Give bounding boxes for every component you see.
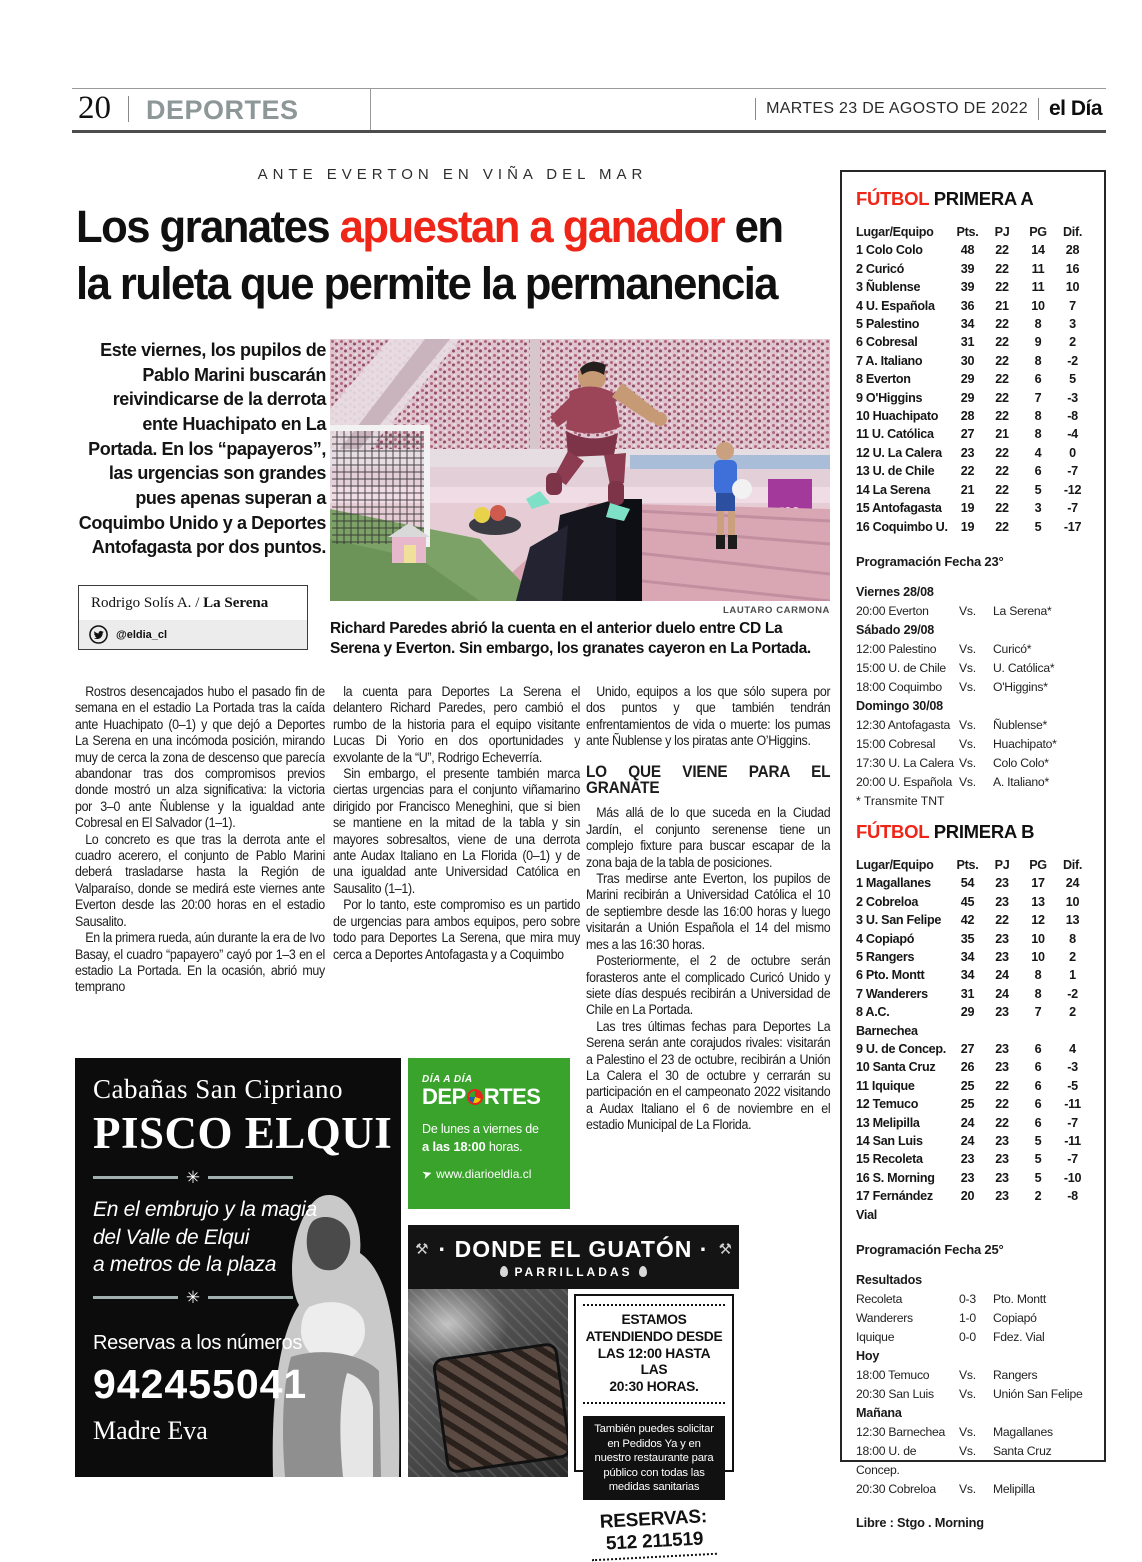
article-photo <box>330 339 830 601</box>
ad-pisco-reservas: Reservas a los números <box>93 1332 303 1355</box>
table-row: 11 Iquique 25 22 6 -5 <box>856 1078 1078 1093</box>
article-lead: Este viernes, los pupilos de Pablo Marini buscarán reivindicarse de la derrota ente Huachipato en La Portada. En los “papayeros”, las urgencias son grandes pues apenas superan a Coquimbo Unido y a Deportes Antofagasta por dos puntos. <box>78 340 326 558</box>
list-item: 12:30 Antofagasta Vs. Ñublense* <box>856 717 1047 732</box>
guaton-body <box>408 1289 739 1555</box>
ad-pisco-cabanas: Cabañas San Cipriano <box>93 1074 343 1104</box>
guaton-subtitle-row <box>500 1265 646 1279</box>
ad-tv-url: www.diarioeldia.cl <box>436 1167 532 1181</box>
primera-a-rows <box>856 241 1090 536</box>
list-item: 20:30 San Luis Vs. Unión San Felipe <box>856 1387 1083 1402</box>
header-top-rule <box>72 88 1106 89</box>
header-date-divider <box>755 98 756 120</box>
byline-social-bar <box>79 620 307 649</box>
table-row: 15 Recoleta 23 23 5 -7 <box>856 1152 1078 1167</box>
prog23-title: Programación Fecha 23° <box>856 553 1004 569</box>
prog23-list <box>856 583 1090 792</box>
table-row: 3 Ñublense 39 22 11 10 <box>856 280 1080 295</box>
newspaper-brand: el Día <box>1048 97 1102 120</box>
body-paragraph: Las tres últimas fechas para Deportes La Serena serán ante corajudos rivales: visitarán a Palestino el 23 de octubre, recibirán a Unión La Calera el 30 de octubre y cerrarán su participación en el campeonato 2022 visitando a Audax Italiano el 6 de noviembre en el estadio Municipal de La Florida. <box>586 1018 831 1133</box>
guaton-info-box <box>574 1294 734 1555</box>
primera-b-title <box>856 821 1090 843</box>
header-brand-divider <box>1038 98 1039 120</box>
table-row: 6 Pto. Montt 34 24 8 1 <box>856 968 1076 983</box>
ad-deportes-program <box>408 1058 570 1209</box>
table-row: 17 Fernández Vial 20 23 2 -8 <box>856 1189 1078 1222</box>
guaton-hours-line2: LAS 12:00 HASTA LAS <box>597 1345 711 1378</box>
table-row: 10 Santa Cruz 26 23 6 -3 <box>856 1060 1078 1075</box>
body-paragraph: Tras medirse ante Everton, los pupilos de Marini recibirán a Universidad Católica el 10 de septiembre desde las 16:00 horas y luego visitarán a Unión Española el 14 del mismo mes a las 16:30 horas. <box>586 871 831 952</box>
ad-pisco-body-line2: del Valle de Elqui <box>93 1225 250 1249</box>
table-row: 15 Antofagasta 19 22 3 -7 <box>856 501 1078 516</box>
headline-highlight: apuestan a ganador <box>339 201 725 252</box>
page-number: 20 <box>78 90 111 126</box>
column-header: Pts. <box>956 857 979 872</box>
list-item: 15:00 Cobresal Vs. Huachipato* <box>856 736 1057 751</box>
ad-tv-title-pre: DEP <box>422 1084 466 1109</box>
list-day-header: Viernes 28/08 <box>856 584 934 599</box>
body-column-1 <box>75 684 325 1056</box>
page-number-divider <box>128 96 129 122</box>
byline <box>79 586 307 620</box>
guaton-subtitle: PARRILLADAS <box>514 1264 633 1279</box>
skewer-icon: ⚒ <box>718 1241 732 1258</box>
primera-b-table <box>856 856 1090 1224</box>
primera-a-table <box>856 223 1090 536</box>
body-paragraph: Sin embargo, el presente también marca ciertas urgencias para el conjunto viñamarino dirigido por Francisco Meneghini, que si bien se mantiene en la mitad de la tabla y sin mayores sobresaltos, viene de una derrota ante Audax Italiano en La Florida (0–1) y de una igualdad ante Universidad Católica en Sausalito (1–1). <box>333 766 581 896</box>
table-row: 8 A.C. Barnechea 29 23 7 2 <box>856 1005 1076 1038</box>
deportes-logo-o-icon <box>467 1089 483 1105</box>
body-paragraph: Unido, equipos a los que sólo supera por dos puntos y que también tendrán enfrentamientos de vida o muerte: los pumas ante Ñublense y los piratas ante O’Higgins. <box>586 684 831 749</box>
ad-tv-title <box>422 1086 558 1108</box>
headline-part1: Los granates <box>76 201 340 252</box>
flame-icon <box>639 1266 647 1277</box>
table-row: 12 Temuco 25 22 6 -11 <box>856 1097 1081 1112</box>
ad-donde-el-guaton <box>408 1225 739 1555</box>
twitter-handle: @eldia_cl <box>116 628 168 641</box>
table-row: 1 Magallanes 54 23 17 24 <box>856 876 1080 891</box>
dot: · <box>438 1235 448 1262</box>
twitter-icon <box>89 625 108 644</box>
table-row: 6 Cobresal 31 22 9 2 <box>856 335 1076 350</box>
byline-location: La Serena <box>203 595 269 611</box>
list-day-header: Resultados <box>856 1273 922 1288</box>
list-item: Recoleta 0-3 Pto. Montt <box>856 1292 1047 1307</box>
primera-a-title <box>856 188 1090 210</box>
header-bottom-rule <box>72 130 1106 133</box>
star-icon: ✳ <box>185 1168 201 1187</box>
guaton-note: También puedes solicitar en Pedidos Ya y en nuestro restaurante para público con todas las medidas sanitarias <box>583 1416 725 1500</box>
column-header: Pts. <box>956 225 979 239</box>
article-kicker: ANTE EVERTON EN VIÑA DEL MAR <box>257 166 648 183</box>
header-right <box>755 97 1102 121</box>
header-vertical-divider <box>370 88 371 130</box>
table-row: 12 U. La Calera 23 22 4 0 <box>856 445 1076 460</box>
table-row: 11 U. Católica 27 21 8 -4 <box>856 427 1078 442</box>
ad-pisco-signature: Madre Eva <box>93 1416 208 1446</box>
stadium-photo-illustration <box>330 339 830 601</box>
ad-pisco-divider-top <box>93 1169 293 1186</box>
byline-box <box>78 585 308 650</box>
cursor-arrow-icon: ➤ <box>420 1165 434 1183</box>
table-row: 13 Melipilla 24 22 6 -7 <box>856 1115 1078 1130</box>
prog23-footnote: * Transmite TNT <box>856 793 945 808</box>
libre-note: Libre : Stgo . Morning <box>856 1515 984 1531</box>
body-paragraph: En la primera rueda, aún durante la era de Ivo Basay, el cuadro “papayero” cayó por 1–3 en el estadio La Portada. En la ocasión, abrió muy temprano <box>75 930 325 995</box>
guaton-title-text: DONDE EL GUATÓN <box>454 1235 693 1262</box>
futbol-label-b: FÚTBOL <box>856 820 929 842</box>
ad-tv-line2 <box>422 1139 558 1154</box>
table-row: 5 Rangers 34 23 10 2 <box>856 949 1076 964</box>
ad-tv-time: a las 18:00 <box>422 1139 486 1154</box>
column-header: PG <box>1029 857 1047 872</box>
ad-pisco-body <box>93 1196 401 1279</box>
ad-pisco-phone: 942455041 <box>93 1361 308 1408</box>
body-paragraph: Más allá de lo que suceda en la Ciudad Jardín, el conjunto serenense tiene un complejo fixture para buscar escapar de la zona baja de la tabla de posiciones. <box>586 805 831 870</box>
flame-icon <box>500 1266 508 1277</box>
list-item: 15:00 U. de Chile Vs. U. Católica* <box>856 660 1055 675</box>
primera-b-header-row <box>856 856 1090 874</box>
table-row: 16 S. Morning 23 23 5 -10 <box>856 1170 1082 1185</box>
table-row: 5 Palestino 34 22 8 3 <box>856 317 1076 332</box>
dotted-rule <box>583 1304 725 1306</box>
table-row: 16 Coquimbo U. 19 22 5 -17 <box>856 519 1082 534</box>
list-item: 20:00 Everton Vs. La Serena* <box>856 603 1052 618</box>
ad-tv-url-row <box>422 1167 558 1181</box>
table-row: 14 San Luis 24 23 5 -11 <box>856 1134 1081 1148</box>
skewer-icon: ⚒ <box>415 1241 429 1258</box>
ad-pisco-body-line1: En el embrujo y la magia <box>93 1198 317 1221</box>
prog25-list <box>856 1271 1090 1499</box>
article-headline <box>76 198 842 312</box>
list-item: 12:00 Palestino Vs. Curicó* <box>856 641 1032 656</box>
body-paragraph: Por lo tanto, este compromiso es un partido de urgencias para ambos equipos, pero sobre todo para Deportes La Serena, que mira muy cerca a Deportes Antofagasta y a Coquimbo <box>333 897 581 962</box>
table-row: 2 Curicó 39 22 11 16 <box>856 261 1080 276</box>
table-row: 2 Cobreloa 45 23 13 10 <box>856 894 1080 909</box>
guaton-reservas: RESERVAS: 512 211519 <box>599 1506 708 1555</box>
list-item: 18:00 Temuco Vs. Rangers <box>856 1368 1038 1383</box>
table-row: 4 U. Española 36 21 10 7 <box>856 298 1076 313</box>
col3-after <box>586 805 830 1133</box>
list-item: Wanderers 1-0 Copiapó <box>856 1311 1037 1326</box>
list-day-header: Mañana <box>856 1406 902 1421</box>
ad-tv-line2-rest: horas. <box>485 1140 523 1154</box>
ad-pisco-title: PISCO ELQUI <box>93 1108 393 1158</box>
edition-date: MARTES 23 DE AGOSTO DE 2022 <box>766 100 1028 117</box>
column-header: Lugar/Equipo <box>856 857 934 872</box>
table-row: 1 Colo Colo 48 22 14 28 <box>856 243 1080 258</box>
table-row: 9 O'Higgins 29 22 7 -3 <box>856 390 1078 405</box>
photo-credit: LAUTARO CARMONA <box>723 605 830 616</box>
list-item: 18:00 U. de Concep. Vs. Santa Cruz <box>856 1444 1052 1478</box>
body-paragraph: Rostros desencajados hubo el pasado fin de semana en el estadio La Portada tras la caída ante Huachipato (0–1) y que dejó a Deportes La Serena en una incómoda posición, mirando muy de cerca la zona de descenso que parecía abandonar tras dos compromisos previos donde mostró un alza significativa: la victoria por 3–0 ante Ñublense y la igualdad ante Cobresal en El Salvador (1–1). <box>75 684 325 831</box>
futbol-label-a: FÚTBOL <box>856 188 929 209</box>
column-header: Lugar/Equipo <box>856 225 934 239</box>
list-day-header: Hoy <box>856 1349 880 1364</box>
ad-tv-line1: De lunes a viernes de <box>422 1122 539 1136</box>
primera-a-label: PRIMERA A <box>928 188 1034 209</box>
column-header: PJ <box>994 225 1010 239</box>
column-header: Dif. <box>1062 225 1083 239</box>
guaton-hours-line3: 20:30 HORAS. <box>609 1379 699 1395</box>
byline-separator: / <box>191 595 204 611</box>
list-item: 20:30 Cobreloa Vs. Melipilla <box>856 1482 1035 1497</box>
article-subhead: LO QUE VIENE PARA EL GRANATE <box>586 762 831 798</box>
primera-b-label: PRIMERA B <box>928 820 1035 842</box>
table-row: 3 U. San Felipe 42 22 12 13 <box>856 913 1080 928</box>
col3-before <box>586 684 830 750</box>
column-header: PG <box>1029 225 1047 239</box>
headline-part2: en <box>724 201 783 252</box>
guaton-hours <box>583 1312 725 1396</box>
table-row: 7 Wanderers 31 24 8 -2 <box>856 986 1078 1001</box>
list-item: Iquique 0-0 Fdez. Vial <box>856 1330 1045 1345</box>
primera-a-header-row <box>856 223 1090 241</box>
table-row: 13 U. de Chile 22 22 6 -7 <box>856 464 1078 479</box>
list-item: 12:30 Barnechea Vs. Magallanes <box>856 1425 1053 1440</box>
table-row: 10 Huachipato 28 22 8 -8 <box>856 409 1078 424</box>
column-header: Dif. <box>1062 857 1083 872</box>
list-item: 20:00 U. Española Vs. A. Italiano* <box>856 774 1049 789</box>
primera-b-rows <box>856 874 1090 1224</box>
grill-photo <box>408 1289 568 1477</box>
body-paragraph: la cuenta para Deportes La Serena el delantero Richard Paredes, pero cambió el rumbo de la historia para el equipo visitante Lucas Di Yorio en dos oportunidades y exvolante de la “U”, Rodrigo Echeverría. <box>333 684 581 765</box>
photo-caption: Richard Paredes abrió la cuenta en el anterior duelo entre CD La Serena y Everton. Sin embargo, los granates cayeron en La Portada. <box>330 620 811 658</box>
byline-author: Rodrigo Solís A. <box>91 595 192 611</box>
dot: · <box>699 1235 709 1262</box>
table-row: 7 A. Italiano 30 22 8 -2 <box>856 353 1078 368</box>
table-row: 4 Copiapó 35 23 10 8 <box>856 931 1076 946</box>
list-item: 17:30 U. La Calera Vs. Colo Colo* <box>856 755 1049 770</box>
table-row: 9 U. de Concep. 27 23 6 4 <box>856 1041 1076 1056</box>
table-row: 14 La Serena 21 22 5 -12 <box>856 482 1082 497</box>
standings-sidebar <box>840 170 1106 1531</box>
body-paragraph: Lo concreto es que tras la derrota ante el cuadro acerero, el conjunto de Pablo Marini deberá trasladarse hasta la Región de Valparaíso, donde se medirá este viernes ante Everton desde las 20:00 horas en el estadio Sausalito. <box>75 831 325 929</box>
body-column-3 <box>586 684 830 1219</box>
star-icon: ✳ <box>185 1288 201 1308</box>
column-header: PJ <box>994 857 1010 872</box>
ad-tv-kicker: DÍA A DÍA <box>422 1074 473 1085</box>
headline-line2: la ruleta que permite la permanencia <box>76 258 778 310</box>
guaton-title <box>439 1236 709 1263</box>
guaton-hours-line1: ESTAMOS ATENDIENDO DESDE <box>585 1312 723 1344</box>
section-title: DEPORTES <box>146 95 299 125</box>
ad-pisco-elqui <box>75 1058 401 1477</box>
list-day-header: Domingo 30/08 <box>856 698 943 713</box>
list-item: 18:00 Coquimbo Vs. O'Higgins* <box>856 679 1048 694</box>
table-row: 8 Everton 29 22 6 5 <box>856 372 1076 387</box>
prog25-title: Programación Fecha 25° <box>856 1242 1004 1258</box>
ad-pisco-divider-bottom <box>93 1289 293 1306</box>
list-day-header: Sábado 29/08 <box>856 622 935 637</box>
ad-pisco-body-line3: a metros de la plaza <box>93 1253 277 1277</box>
dotted-rule <box>583 1402 725 1404</box>
guaton-banner <box>408 1225 739 1289</box>
body-paragraph: Posteriormente, el 2 de octubre serán forasteros ante el complicado Curicó Unido y siete días después recibirán a Universidad de Chile en La Portada. <box>586 953 831 1018</box>
ad-tv-title-post: RTES <box>483 1084 541 1109</box>
